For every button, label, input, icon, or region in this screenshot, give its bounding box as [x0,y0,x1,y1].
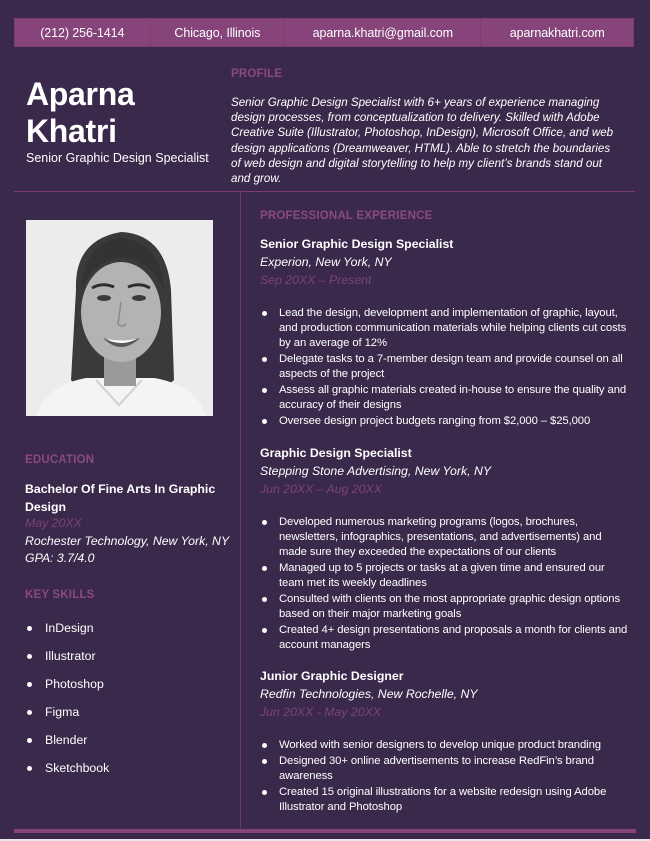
candidate-subtitle: Senior Graphic Design Specialist [26,151,209,165]
job-bullet: Created 4+ design presentations and proposals a month for clients and account managers [260,623,630,653]
job-bullet: Lead the design, development and implementation of graphic, layout, and production communication materials while helping clients cut costs by an average of 12% [260,306,630,351]
bullet-icon [27,626,32,631]
job-bullet: Consulted with clients on the most appropriate graphic design options based on their major marketing goals [260,592,630,622]
job-entry [260,668,630,816]
job-bullet: Designed 30+ online advertisements to increase RedFin’s brand awareness [260,754,630,784]
job-company: Stepping Stone Advertising, New York, NY [260,464,492,478]
education-degree: Bachelor Of Fine Arts In Graphic Design [25,482,216,514]
skill-item [25,754,109,782]
contact-email[interactable]: aparna.khatri@gmail.com [285,19,481,46]
job-title: Senior Graphic Design Specialist [260,237,454,251]
profile-label: PROFILE [231,68,283,80]
skill-label: Photoshop [45,677,104,691]
contact-bar [14,18,634,47]
job-bullets [260,738,630,815]
contact-phone: (212) 256-1414 [15,19,151,46]
bullet-icon [27,682,32,687]
job-bullet: Developed numerous marketing programs (logos, brochures, newsletters, infographics, presentations, and advertisements) and made sure they exceeded the expectations of our clients [260,515,630,560]
job-bullet: Worked with senior designers to develop unique product branding [260,738,630,753]
skill-item [25,726,109,754]
bullet-icon [27,654,32,659]
job-company: Redfin Technologies, New Rochelle, NY [260,687,478,701]
education-label: EDUCATION [25,454,95,466]
job-title: Graphic Design Specialist [260,446,412,460]
bullet-icon [27,710,32,715]
skill-item [25,614,109,642]
skill-item [25,642,109,670]
experience-label: PROFESSIONAL EXPERIENCE [260,210,433,222]
skill-item [25,670,109,698]
horizontal-divider [14,191,635,192]
job-bullet: Delegate tasks to a 7-member design team and provide counsel on all aspects of the project [260,352,630,382]
job-bullet: Assess all graphic materials created in-house to ensure the quality and accuracy of their designs [260,383,630,413]
job-title: Junior Graphic Designer [260,669,404,683]
education-school: Rochester Technology, New York, NY [25,534,230,548]
job-dates: Sep 20XX – Present [260,273,372,287]
bullet-icon [27,738,32,743]
contact-website[interactable]: aparnakhatri.com [509,25,605,40]
vertical-divider [240,191,241,829]
education-gpa: GPA: 3.7/4.0 [25,551,95,565]
job-entry [260,236,630,430]
profile-photo [26,220,213,416]
skills-label: KEY SKILLS [25,589,95,601]
job-bullets [260,515,630,653]
skill-label: Figma [45,705,80,719]
skill-item [25,698,109,726]
job-bullet: Managed up to 5 projects or tasks at a given time and ensured our team met its weekly deadlines [260,561,630,591]
job-bullet: Oversee design project budgets ranging from $2,000 – $25,000 [260,414,630,429]
bottom-accent-bar [14,829,636,833]
job-bullet: Created 15 original illustrations for a website redesign using Adobe Illustrator and Photoshop [260,785,630,815]
job-dates: Jun 20XX - May 20XX [260,705,381,719]
skill-label: InDesign [45,621,94,635]
job-entry [260,445,630,654]
profile-summary: Senior Graphic Design Specialist with 6+ years of experience managing design processes, from conceptualization to delivery. Skilled with Adobe Creative Suite (Illustrator, Photoshop, InDesign), Microsoft Office, and web design applications (Dreamweaver, HTML). Able to stretch the boundaries of web design and digital storytelling to help my client’s brands stand out and grow. [231,96,614,186]
skill-label: Illustrator [45,649,96,663]
skills-list [25,614,109,782]
job-dates: Jun 20XX – Aug 20XX [260,482,382,496]
contact-location: Chicago, Illinois [151,19,286,46]
job-company: Experion, New York, NY [260,255,392,269]
portrait-image [26,220,213,416]
bullet-icon [27,766,32,771]
candidate-name: Aparna Khatri [26,76,135,149]
job-bullets [260,306,630,429]
skill-label: Blender [45,733,88,747]
education-date: May 20XX [25,516,82,530]
skill-label: Sketchbook [45,761,110,775]
